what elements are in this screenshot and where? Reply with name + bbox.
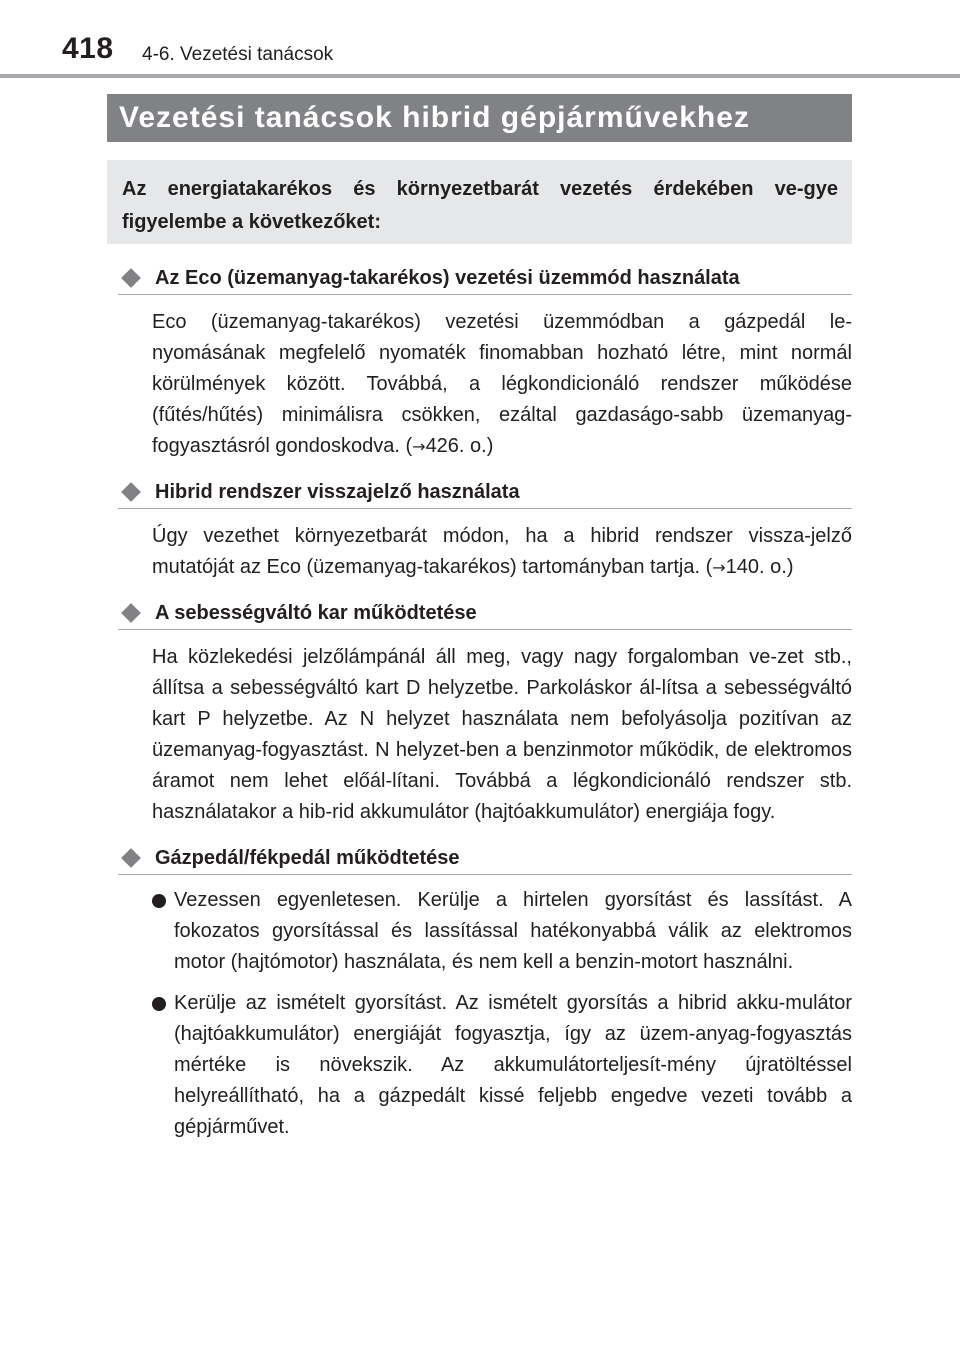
intro-text: Az energiatakarékos és környezetbarát vezetés érdekében ve-gye figyelembe a következőket:	[122, 178, 838, 233]
list-item-text: Vezessen egyenletesen. Kerülje a hirtelen gyorsítást és lassítást. A fokozatos gyorsítással és lassítással hatékonyabbá válik az elektromos motor (hajtómotor) használata, és nem kell a benzin-motort használni.	[174, 889, 852, 973]
diamond-icon	[121, 848, 141, 868]
section-paragraph	[152, 521, 852, 583]
section-heading	[118, 597, 852, 630]
diamond-icon	[121, 482, 141, 502]
section-paragraph: Ha közlekedési jelzőlámpánál áll meg, vagy nagy forgalomban ve-zet stb., állítsa a sebességváltó kart D helyzetbe. Parkoláskor ál-lítsa a sebességváltó kart P helyzetbe. Az N helyzet használata nem befolyásolja pozitívan az üzemanyag-fogyasztást. N helyzet-ben a benzinmotor működik, de elektromos áramot nem lehet előál-lítani. Továbbá a légkondicionáló rendszer stb. használatakor a hib-rid akkumulátor (hajtóakkumulátor) energiája fogy.	[152, 646, 852, 823]
list-item-text: Kerülje az ismételt gyorsítást. Az ismételt gyorsítás a hibrid akku-mulátor (hajtóakkumulátor) energiáját fogyasztja, így az üzem-anyag-fogyasztás mértéke is növekszik. Az akkumulátorteljesít-mény újratöltéssel helyreállítható, ha a gázpedált kissé feljebb engedve vezeti tovább a gépjárművet.	[174, 992, 852, 1138]
paragraph-text: Úgy vezethet környezetbarát módon, ha a hibrid rendszer vissza-jelző mutatóját az Eco (üzemanyag-takarékos) tartományban tartja. (	[152, 525, 852, 578]
section-heading-text: Hibrid rendszer visszajelző használata	[155, 480, 520, 503]
intro-box	[107, 160, 852, 244]
section-heading-text: Gázpedál/fékpedál működtetése	[155, 846, 460, 869]
section-paragraph	[152, 307, 852, 462]
diamond-icon	[121, 603, 141, 623]
section-heading-text: Az Eco (üzemanyag-takarékos) vezetési üzemmód használata	[155, 266, 740, 289]
title-bar	[107, 94, 852, 142]
bullet-dot-icon	[152, 894, 166, 908]
section-heading	[118, 262, 852, 295]
header-rule	[0, 74, 960, 78]
arrow-right-icon: →	[712, 558, 726, 577]
section-label: 4-6. Vezetési tanácsok	[142, 44, 334, 65]
section-heading	[118, 476, 852, 509]
page-reference: 140. o.)	[725, 556, 794, 578]
bullet-dot-icon	[152, 997, 166, 1011]
list-item	[118, 885, 852, 978]
page-reference: 426. o.)	[425, 435, 494, 457]
list-item	[118, 988, 852, 1143]
arrow-right-icon: →	[412, 437, 426, 456]
section-heading-text: A sebességváltó kar működtetése	[155, 601, 477, 624]
paragraph-text: Eco (üzemanyag-takarékos) vezetési üzemmódban a gázpedál le-nyomásának megfelelő nyomaték finomabban hozható létre, mint normál körülmények között. Továbbá, a légkondicionáló rendszer működése (fűtés/hűtés) minimálisra csökken, ezáltal gazdaságo-sabb üzemanyag-fogyasztásról gondoskodva. (	[152, 311, 852, 457]
page-title: Vezetési tanácsok hibrid gépjárművekhez	[119, 101, 750, 134]
page-number: 418	[62, 32, 114, 65]
content	[118, 262, 852, 1143]
diamond-icon	[121, 268, 141, 288]
section-heading	[118, 842, 852, 875]
